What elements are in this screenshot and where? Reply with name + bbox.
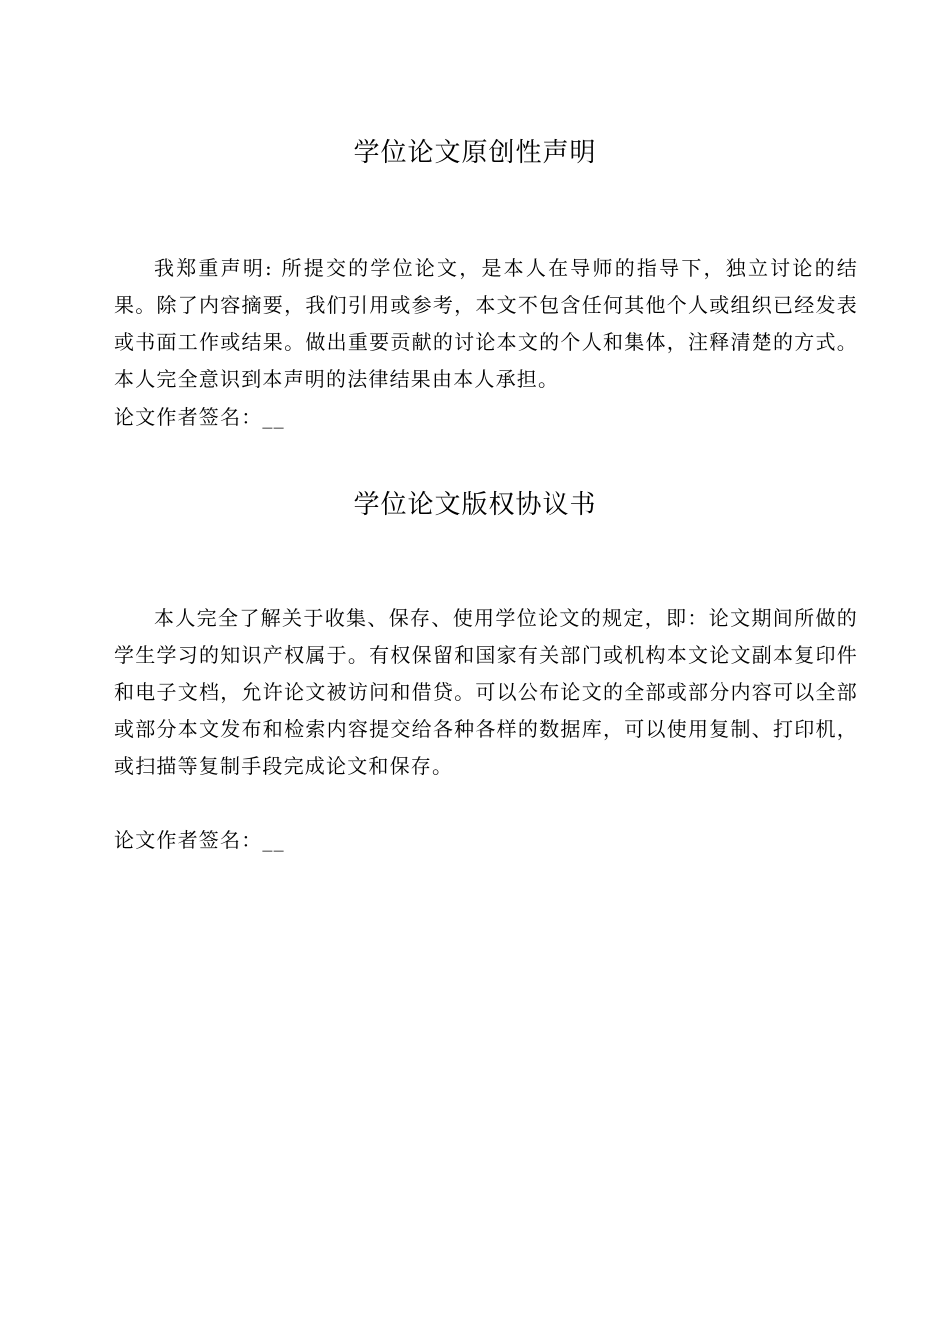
signature-blank: __ <box>262 828 285 852</box>
signature-blank: __ <box>262 405 285 429</box>
originality-signature-line <box>114 399 285 436</box>
originality-statement-title: 学位论文原创性声明 <box>353 138 597 168</box>
signature-label: 论文作者签名： <box>114 828 263 852</box>
copyright-agreement-title: 学位论文版权协议书 <box>353 490 597 520</box>
copyright-signature-line <box>114 822 285 859</box>
copyright-agreement-body: 本人完全了解关于收集、保存、使用学位论文的规定，即：论文期间所做的学生学习的知识产权属于。有权保留和国家有关部门或机构本文论文副本复印件和电子文档，允许论文被访问和借贷。可以公布论文的全部或部分内容可以全部或部分本文发布和检索内容提交给各种各样的数据库，可以使用复制、打印机，或扫描等复制手段完成论文和保存。 <box>114 606 858 778</box>
signature-label: 论文作者签名： <box>114 405 263 429</box>
originality-statement-body: 我郑重声明: 所提交的学位论文，是本人在导师的指导下，独立讨论的结果。除了内容摘要，我们引用或参考，本文不包含任何其他个人或组织已经发表或书面工作或结果。做出重要贡献的讨论本文的个人和集体，注释清楚的方式。本人完全意识到本声明的法律结果由本人承担。 <box>114 256 858 391</box>
